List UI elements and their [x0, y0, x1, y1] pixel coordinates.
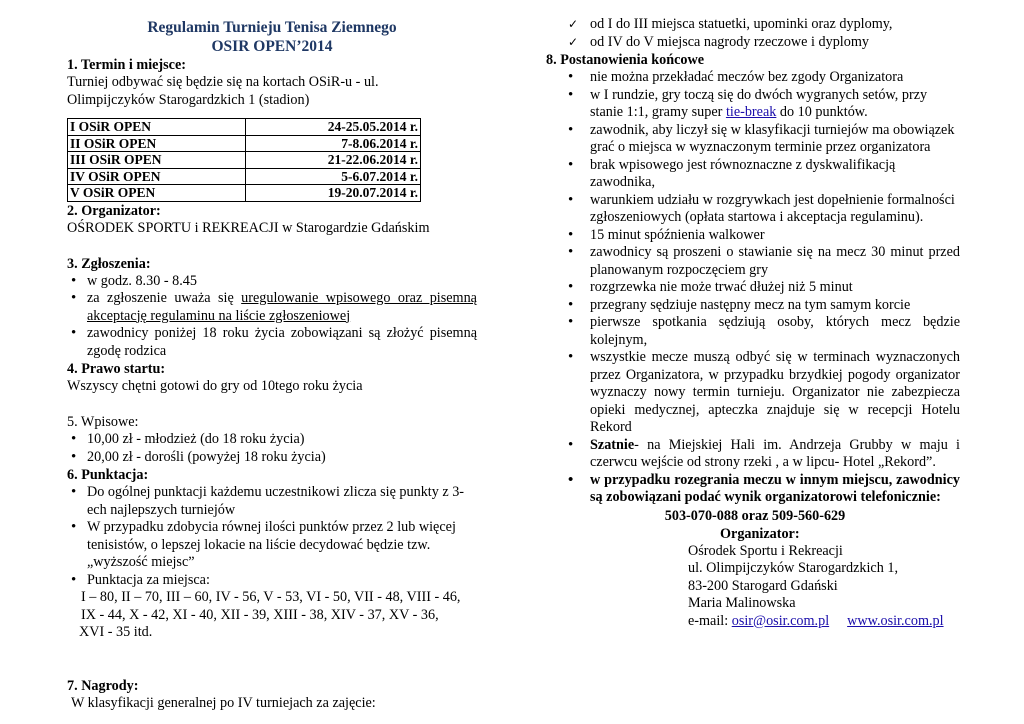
organizer-heading: Organizator: — [720, 525, 800, 542]
list-item-text: w I rundzie, gry toczą się do dwóch wygranych setów, przy stanie 1:1, gramy super — [590, 86, 928, 120]
section-8-list — [540, 69, 960, 507]
section-7-heading: 7. Nagrody: — [67, 677, 139, 694]
list-item: • zawodnicy poniżej 18 roku życia zobowiązani są złożyć pisemną zgodę rodzica — [67, 325, 477, 360]
table-row — [68, 135, 421, 152]
section-3-heading: 3. Zgłoszenia: — [67, 255, 151, 272]
list-item: • Do ogólnej punktacji każdemu uczestnikowi zlicza się punkty z 3-ech najlepszych turniejów — [67, 484, 477, 519]
section-6-list — [67, 484, 477, 589]
list-item — [540, 437, 960, 472]
points-line-2: IX - 44, X - 42, XI - 40, XII - 39, XIII - 38, XIV - 37, XV - 36, — [81, 606, 439, 623]
list-item — [67, 290, 477, 325]
event-date: 21-22.06.2014 r. — [245, 152, 420, 169]
document-subtitle: OSIR OPEN’2014 — [211, 38, 333, 55]
list-item: • w godz. 8.30 - 8.45 — [67, 273, 477, 291]
list-item: • przegrany sędziuje następny mecz na tym samym korcie — [540, 297, 960, 315]
list-item — [540, 87, 960, 122]
list-item: • zawodnik, aby liczył się w klasyfikacji turniejów ma obowiązek grać o miejsca w wyznaczonym terminie przez organizatora — [540, 122, 960, 157]
right-column — [540, 16, 960, 630]
list-item: ✓ od IV do V miejsca nagrody rzeczowe i dyplomy — [540, 34, 960, 52]
event-date: 5-6.07.2014 r. — [245, 168, 420, 185]
document-title: Regulamin Turnieju Tenisa Ziemnego — [147, 19, 397, 36]
list-item: • 10,00 zł - młodzież (do 18 roku życia) — [67, 431, 477, 449]
list-item: • pierwsze spotkania sędziują osoby, których mecz będzie kolejnym, — [540, 314, 960, 349]
list-item-bold: Szatnie — [590, 436, 635, 453]
table-row — [68, 185, 421, 202]
list-item: ✓ od I do III miejsca statuetki, upominki oraz dyplomy, — [540, 16, 960, 34]
organizer-line-1: Ośrodek Sportu i Rekreacji — [688, 542, 843, 559]
tie-break-link[interactable]: tie-break — [725, 104, 777, 120]
event-name: I OSiR OPEN — [68, 119, 246, 136]
list-item: • Punktacja za miejsca: — [67, 572, 477, 590]
section-5-list — [67, 431, 477, 466]
section-7-text: W klasyfikacji generalnej po IV turniejach za zajęcie: — [71, 694, 376, 711]
list-item: • w przypadku rozegrania meczu w innym miejscu, zawodnicy są zobowiązani podać wynik organizatorowi telefonicznie: — [540, 472, 960, 507]
section-3-list — [67, 273, 477, 361]
email-label: e-mail: — [688, 612, 732, 629]
event-date: 7-8.06.2014 r. — [245, 135, 420, 152]
list-item: • rozgrzewka nie może trwać dłużej niż 5 minut — [540, 279, 960, 297]
organizer-line-3: 83-200 Starogard Gdański — [688, 577, 838, 594]
list-item: • W przypadku zdobycia równej ilości punktów przez 2 lub więcej tenisistów, o lepszej lokacie na liście decydować będzie tzw. „wyższość miejsc” — [67, 519, 477, 572]
event-date: 19-20.07.2014 r. — [245, 185, 420, 202]
section-1-text-line1: Turniej odbywać się będzie się na kortach OSiR-u - ul. — [67, 74, 379, 90]
section-2-heading: 2. Organizator: — [67, 202, 161, 219]
section-1-text-line2: Olimpijczyków Starogardzkich 1 (stadion) — [67, 91, 310, 108]
points-line-1: I – 80, II – 70, III – 60, IV - 56, V - 53, VI - 50, VII - 48, VIII - 46, — [81, 589, 461, 605]
table-row — [68, 152, 421, 169]
list-item: • warunkiem udziału w rozgrywkach jest dopełnienie formalności zgłoszeniowych (opłata startowa i akceptacja regulaminu). — [540, 192, 960, 227]
list-item: • 15 minut spóźnienia walkower — [540, 227, 960, 245]
organizer-line-2: ul. Olimpijczyków Starogardzkich 1, — [688, 560, 899, 576]
section-2-text: OŚRODEK SPORTU i REKREACJI w Starogardzie Gdańskim — [67, 219, 430, 236]
website-link[interactable]: www.osir.com.pl — [847, 612, 944, 629]
section-4-text: Wszyscy chętni gotowi do gry od 10tego roku życia — [67, 378, 363, 394]
section-8-heading: 8. Postanowienia końcowe — [546, 52, 705, 68]
list-item: • 20,00 zł - dorośli (powyżej 18 roku życia) — [67, 449, 477, 467]
schedule-table — [67, 118, 421, 202]
left-column — [67, 0, 477, 712]
section-4-heading: 4. Prawo startu: — [67, 361, 166, 377]
section-1-heading: 1. Termin i miejsce: — [67, 57, 186, 73]
section-5-heading: 5. Wpisowe: — [67, 414, 139, 430]
event-name: IV OSiR OPEN — [68, 168, 246, 185]
prizes-list — [540, 16, 960, 51]
phone-numbers: 503-070-088 oraz 509-560-629 — [664, 507, 846, 524]
email-link[interactable]: osir@osir.com.pl — [731, 612, 830, 629]
list-item-text: - na Miejskiej Hali im. Andrzeja Grubby w maju i czerwcu wejście od strony rzeki , a w lipcu- Hotel „Rekord”. — [590, 436, 960, 470]
event-date: 24-25.05.2014 r. — [245, 119, 420, 136]
points-line-3: XVI - 35 itd. — [79, 624, 153, 640]
list-item: • nie można przekładać meczów bez zgody Organizatora — [540, 69, 960, 87]
list-item: • brak wpisowego jest równoznaczne z dyskwalifikacją zawodnika, — [540, 157, 960, 192]
table-row — [68, 119, 421, 136]
organizer-line-4: Maria Malinowska — [688, 595, 796, 611]
table-row — [68, 168, 421, 185]
section-6-heading: 6. Punktacja: — [67, 467, 149, 483]
event-name: V OSiR OPEN — [68, 185, 246, 202]
event-name: II OSiR OPEN — [68, 135, 246, 152]
event-name: III OSiR OPEN — [68, 152, 246, 169]
underlined-text: uregulowanie wpisowego oraz pisemną akceptację regulaminu na liście zgłoszeniowej — [87, 290, 477, 324]
contact-line — [540, 613, 960, 631]
list-item-text: do 10 punktów. — [776, 104, 868, 120]
list-item-text: za zgłoszenie uważa się — [87, 290, 242, 306]
list-item: • zawodnicy są proszeni o stawianie się na mecz 30 minut przed planowanym rozpoczęciem gry — [540, 244, 960, 279]
list-item: • wszystkie mecze muszą odbyć się w terminach wyznaczonych przez Organizatora, w przypadku brzydkiej pogody organizator wyznaczy nowy termin turnieju. Organizator nie zabezpiecza opieki medycznej, apteczka znajduje się w recepcji Hotelu Rekord — [540, 349, 960, 437]
